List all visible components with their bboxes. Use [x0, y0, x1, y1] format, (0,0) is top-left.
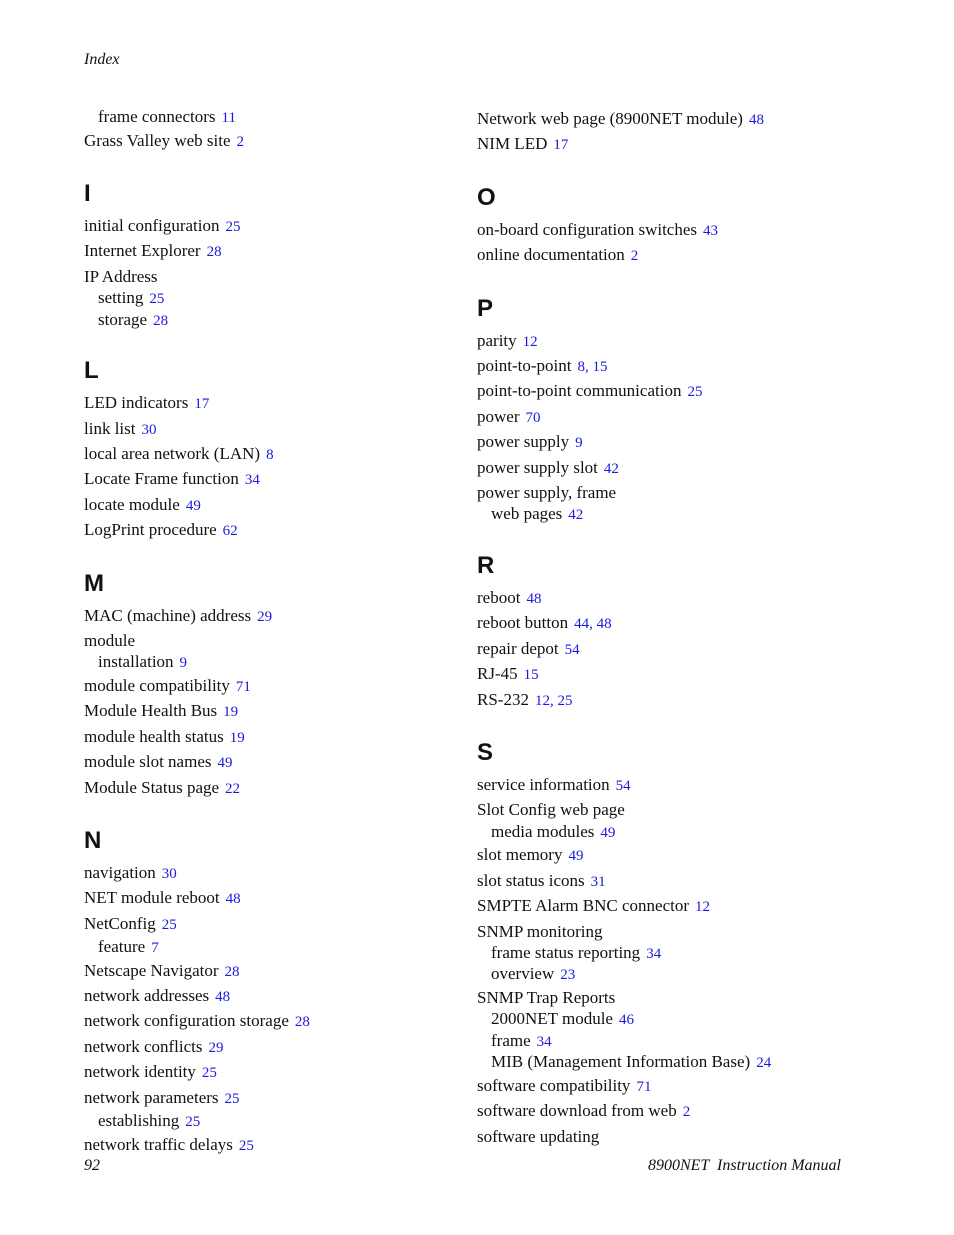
index-term: installation	[98, 652, 174, 672]
index-entry	[84, 861, 454, 886]
index-term: LED indicators	[84, 393, 189, 413]
index-term: network identity	[84, 1062, 196, 1082]
page-reference-link[interactable]: 25	[224, 1090, 240, 1107]
index-section-letter: P	[477, 294, 494, 322]
index-term: RS-232	[477, 689, 529, 709]
index-entry	[477, 430, 877, 455]
page-reference-link[interactable]: 48	[215, 989, 231, 1006]
page-reference-link[interactable]: 49	[217, 755, 233, 772]
index-term: media modules	[491, 821, 595, 841]
page-reference-link[interactable]: 28	[294, 1014, 310, 1031]
index-subentry	[477, 943, 877, 965]
index-term: network configuration storage	[84, 1011, 289, 1031]
page-reference-link[interactable]: 70	[525, 409, 541, 426]
page-reference-link[interactable]: 15	[523, 667, 539, 684]
index-subentry	[84, 310, 454, 332]
index-entry	[477, 637, 877, 662]
page-reference-link[interactable]: 8, 15	[577, 359, 608, 376]
index-term: IP Address	[84, 266, 158, 286]
index-entry	[477, 688, 877, 713]
page-reference-link[interactable]: 49	[600, 824, 616, 841]
index-term: Network web page (8900NET module)	[477, 109, 743, 128]
page-reference-link[interactable]: 29	[257, 608, 273, 625]
page-reference-link[interactable]: 30	[161, 865, 177, 882]
index-term: SNMP Trap Reports	[477, 987, 616, 1007]
index-term: network addresses	[84, 986, 210, 1006]
page-reference-link[interactable]: 29	[208, 1039, 224, 1056]
page-reference-link[interactable]: 25	[225, 218, 241, 235]
index-term: setting	[98, 288, 144, 308]
index-entry	[84, 674, 454, 699]
index-term: establishing	[98, 1111, 180, 1131]
index-term: navigation	[84, 862, 156, 882]
index-subentry	[84, 288, 454, 310]
index-entry	[84, 725, 454, 750]
index-entry	[84, 129, 454, 154]
page-reference-link[interactable]: 30	[141, 421, 157, 438]
index-term: point-to-point	[477, 356, 572, 376]
index-term: 2000NET module	[491, 1009, 613, 1029]
index-entry	[477, 986, 877, 1009]
page-reference-link[interactable]: 54	[564, 641, 580, 658]
index-entry	[84, 604, 454, 629]
index-term: slot status icons	[477, 870, 585, 890]
page-reference-link[interactable]: 46	[618, 1012, 634, 1029]
index-subentry	[84, 107, 454, 129]
index-section-letter: R	[477, 551, 495, 579]
index-entry	[477, 1099, 877, 1124]
index-entry	[477, 843, 877, 868]
index-term: power	[477, 406, 520, 426]
index-term: reboot button	[477, 613, 569, 633]
page-reference-link[interactable]: 22	[225, 780, 241, 797]
page-reference-link[interactable]: 28	[153, 312, 169, 329]
index-subentry	[477, 964, 877, 986]
index-entry	[84, 912, 454, 937]
page-reference-link[interactable]: 28	[224, 963, 240, 980]
page-reference-link[interactable]: 12	[522, 333, 538, 350]
page-reference-link[interactable]: 31	[590, 873, 606, 890]
page-reference-link[interactable]: 71	[636, 1078, 652, 1095]
page-reference-link[interactable]: 9	[575, 435, 583, 452]
index-term: feature	[98, 937, 146, 957]
page-reference-link[interactable]: 2	[236, 133, 245, 150]
index-entry	[84, 239, 454, 264]
index-term: parity	[477, 330, 517, 350]
index-term: module compatibility	[84, 675, 230, 695]
index-term: repair depot	[477, 638, 559, 658]
index-entry	[477, 586, 877, 611]
index-entry	[84, 1009, 454, 1034]
page-reference-link[interactable]: 8	[266, 446, 274, 463]
running-header: Index	[84, 51, 120, 68]
index-subentry	[84, 652, 454, 674]
index-term: frame status reporting	[491, 942, 641, 962]
index-term: storage	[98, 309, 148, 329]
index-term: Grass Valley web site	[84, 130, 231, 150]
index-term: web pages	[491, 504, 563, 524]
index-entry	[84, 959, 454, 984]
index-term: network traffic delays	[84, 1134, 233, 1154]
index-section-letter: M	[84, 569, 104, 597]
index-term: power supply	[477, 432, 570, 452]
index-entry	[477, 1125, 877, 1148]
index-term: local area network (LAN)	[84, 443, 261, 463]
index-section-letter: L	[84, 357, 99, 385]
index-term: link list	[84, 418, 136, 438]
index-entry	[477, 379, 877, 404]
page-reference-link[interactable]: 19	[223, 704, 239, 721]
index-entry	[477, 354, 877, 379]
page-reference-link[interactable]: 54	[615, 778, 631, 794]
index-term: SMPTE Alarm BNC connector	[477, 896, 690, 916]
page-reference-link[interactable]: 23	[560, 967, 576, 984]
index-subentry	[477, 504, 877, 526]
index-entry	[477, 243, 877, 268]
index-term: Slot Config web page	[477, 800, 625, 820]
index-entry	[477, 107, 877, 132]
index-term: Locate Frame function	[84, 469, 239, 489]
index-term: Module Health Bus	[84, 701, 218, 721]
index-entry	[84, 699, 454, 724]
page-reference-link[interactable]: 25	[161, 916, 177, 933]
page-reference-link[interactable]: 62	[222, 523, 238, 540]
index-entry	[477, 405, 877, 430]
index-entry	[477, 218, 877, 243]
index-term: module	[84, 630, 135, 650]
index-entry	[84, 467, 454, 492]
page-reference-link[interactable]: 25	[687, 384, 703, 401]
index-entry	[84, 1035, 454, 1060]
index-term: MIB (Management Information Base)	[491, 1052, 751, 1072]
index-term: locate module	[84, 494, 180, 514]
index-subentry	[84, 937, 454, 959]
index-term: software compatibility	[477, 1075, 631, 1095]
index-term: NIM LED	[477, 134, 548, 154]
index-subentry	[477, 1052, 877, 1074]
index-entry	[84, 984, 454, 1009]
index-term: reboot	[477, 587, 521, 607]
page-reference-link[interactable]: 34	[646, 945, 662, 962]
index-term: slot memory	[477, 845, 563, 865]
index-entry	[477, 132, 877, 157]
index-entry	[477, 481, 877, 504]
page-reference-link[interactable]: 42	[603, 460, 619, 477]
index-term: software updating	[477, 1126, 600, 1146]
index-entry	[84, 417, 454, 442]
index-entry	[84, 776, 454, 801]
index-term: initial configuration	[84, 215, 220, 235]
page-number: 92	[84, 1157, 100, 1174]
index-entry	[477, 920, 877, 943]
index-section-letter: S	[477, 739, 494, 766]
page-reference-link[interactable]: 25	[201, 1065, 217, 1082]
index-term: Internet Explorer	[84, 241, 201, 261]
index-section-letter: N	[84, 826, 102, 854]
index-section-letter: O	[477, 183, 496, 211]
page-reference-link[interactable]: 34	[536, 1033, 552, 1050]
page-reference-link[interactable]: 49	[185, 497, 201, 514]
page-reference-link[interactable]: 12, 25	[534, 692, 573, 709]
index-term: on-board configuration switches	[477, 219, 697, 239]
page-reference-link[interactable]: 9	[179, 655, 188, 672]
page-reference-link[interactable]: 48	[225, 891, 241, 908]
index-entry	[84, 1086, 454, 1111]
index-term: frame connectors	[98, 107, 216, 126]
page-reference-link[interactable]: 43	[703, 222, 718, 239]
index-entry	[84, 214, 454, 239]
index-column-right	[477, 107, 877, 1148]
index-entry	[84, 265, 454, 288]
index-entry	[84, 886, 454, 911]
index-column-left	[84, 107, 454, 1158]
index-term: Netscape Navigator	[84, 960, 219, 980]
index-entry	[84, 442, 454, 467]
index-term: overview	[491, 964, 555, 984]
page-reference-link[interactable]: 2	[630, 248, 639, 265]
index-term: Module Status page	[84, 777, 220, 797]
index-subentry	[477, 1009, 877, 1031]
index-entry	[477, 662, 877, 687]
page-reference-link[interactable]: 7	[151, 940, 159, 957]
index-term: software download from web	[477, 1101, 677, 1121]
index-term: service information	[477, 775, 610, 794]
page-reference-link[interactable]: 2	[682, 1104, 691, 1121]
index-term: frame	[491, 1030, 531, 1050]
index-term: module slot names	[84, 752, 212, 772]
index-entry	[477, 798, 877, 821]
index-term: NET module reboot	[84, 888, 220, 908]
index-subentry	[477, 1031, 877, 1053]
index-entry	[477, 1074, 877, 1099]
index-term: MAC (machine) address	[84, 605, 252, 625]
page-reference-link[interactable]: 48	[748, 112, 764, 128]
index-entry	[477, 894, 877, 919]
index-subentry	[84, 1111, 454, 1133]
index-entry	[84, 629, 454, 652]
page-reference-link[interactable]: 49	[568, 848, 584, 865]
index-term: LogPrint procedure	[84, 520, 217, 540]
page-reference-link[interactable]: 34	[244, 472, 260, 489]
index-entry	[477, 329, 877, 354]
page-reference-link[interactable]: 25	[238, 1137, 254, 1154]
index-entry	[84, 1060, 454, 1085]
index-term: module health status	[84, 726, 224, 746]
manual-title: 8900NET Instruction Manual	[647, 1157, 841, 1174]
page-reference-link[interactable]: 28	[206, 244, 222, 261]
page-reference-link[interactable]: 71	[235, 678, 251, 695]
index-subentry	[477, 822, 877, 844]
index-term: point-to-point communication	[477, 381, 682, 401]
index-entry	[477, 869, 877, 894]
page-reference-link[interactable]: 24	[756, 1055, 772, 1072]
index-term: power supply slot	[477, 457, 598, 477]
page-reference-link[interactable]: 48	[526, 590, 542, 607]
index-term: NetConfig	[84, 913, 156, 933]
index-term: network conflicts	[84, 1036, 203, 1056]
index-entry	[84, 750, 454, 775]
page-reference-link[interactable]: 25	[185, 1114, 201, 1131]
index-entry	[84, 1133, 454, 1158]
index-term: online documentation	[477, 245, 625, 265]
page-reference-link[interactable]: 11	[221, 110, 236, 126]
index-entry	[477, 773, 877, 798]
index-term: RJ-45	[477, 664, 518, 684]
page-reference-link[interactable]: 42	[568, 507, 584, 524]
index-entry	[477, 456, 877, 481]
index-term: network parameters	[84, 1087, 219, 1107]
index-term: SNMP monitoring	[477, 921, 603, 941]
page-reference-link[interactable]: 12	[695, 899, 711, 916]
page-reference-link[interactable]: 44, 48	[574, 616, 612, 633]
index-entry	[477, 611, 877, 636]
index-entry	[84, 391, 454, 416]
page-reference-link[interactable]: 17	[194, 396, 210, 413]
page-reference-link[interactable]: 17	[553, 137, 569, 154]
index-term: power supply, frame	[477, 483, 617, 503]
index-entry	[84, 518, 454, 543]
index-entry	[84, 493, 454, 518]
index-section-letter: I	[84, 179, 91, 207]
page-reference-link[interactable]: 25	[149, 291, 165, 308]
page-reference-link[interactable]: 19	[229, 729, 245, 746]
